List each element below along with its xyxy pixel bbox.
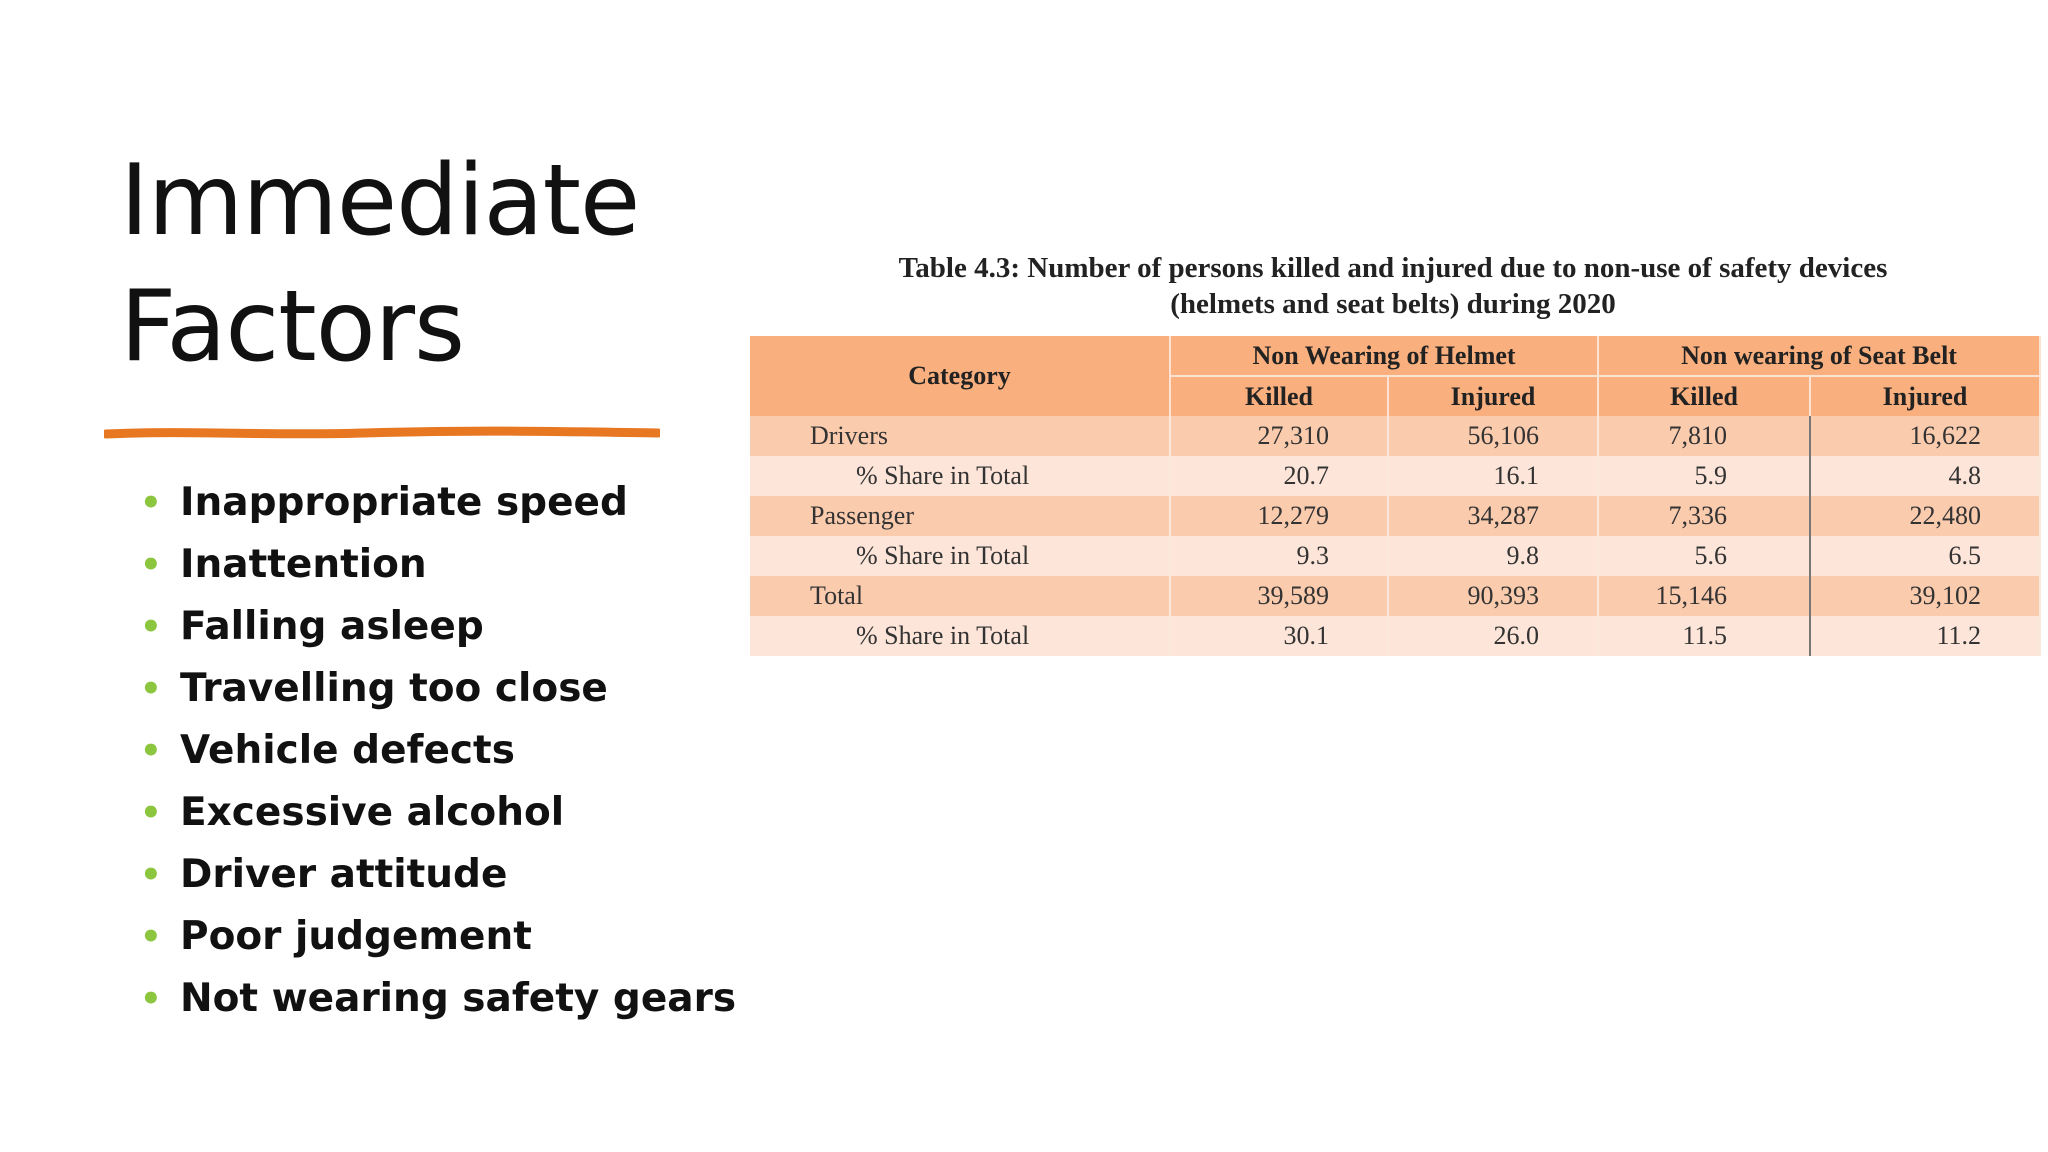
table-cell: 12,279 [1170,496,1388,536]
title-line-2: Factors [120,270,465,384]
table-cell: 39,589 [1170,576,1388,616]
table-cell: 5.6 [1598,536,1810,576]
table-row [750,496,2040,536]
bullet-item [140,534,780,596]
bullet-item [140,472,780,534]
row-label: Passenger [750,496,1170,536]
row-label: % Share in Total [750,456,1170,496]
bullet-dot-icon: • [140,669,162,709]
bullet-dot-icon: • [140,607,162,647]
row-label: % Share in Total [750,536,1170,576]
slide-title [120,138,720,390]
table-cell: 34,287 [1388,496,1598,536]
table-row [750,536,2040,576]
table-cell: 9.8 [1388,536,1598,576]
column-header-category: Category [750,336,1170,416]
bullet-item [140,596,780,658]
bullet-dot-icon: • [140,483,162,523]
bullet-item [140,906,780,968]
table-cell: 5.9 [1598,456,1810,496]
table-caption [746,250,2040,322]
table-cell: 27,310 [1170,416,1388,456]
table-cell: 39,102 [1810,576,2040,616]
row-label: Total [750,576,1170,616]
bullet-text: Inappropriate speed [180,480,628,525]
table-cell: 11.5 [1598,616,1810,656]
bullet-text: Travelling too close [180,666,608,711]
title-accent-underline [104,424,660,444]
table-cell: 9.3 [1170,536,1388,576]
bullet-item [140,968,780,1030]
table-row [750,416,2040,456]
bullet-dot-icon: • [140,731,162,771]
bullet-text: Falling asleep [180,604,484,649]
bullet-text: Inattention [180,542,427,587]
table-cell: 56,106 [1388,416,1598,456]
table-cell: 22,480 [1810,496,2040,536]
column-header-seatbelt-killed: Killed [1598,376,1810,416]
table-row [750,616,2040,656]
bullet-dot-icon: • [140,917,162,957]
row-label: % Share in Total [750,616,1170,656]
data-table [750,336,2041,656]
bullet-text: Excessive alcohol [180,790,565,835]
column-header-helmet-injured: Injured [1388,376,1598,416]
bullet-dot-icon: • [140,793,162,833]
table-cell: 11.2 [1810,616,2040,656]
table-cell: 30.1 [1170,616,1388,656]
bullet-item [140,782,780,844]
table-cell: 7,810 [1598,416,1810,456]
bullet-dot-icon: • [140,855,162,895]
table-caption-line-2: (helmets and seat belts) during 2020 [1170,288,1616,320]
table-cell: 16.1 [1388,456,1598,496]
table-row [750,456,2040,496]
table-cell: 90,393 [1388,576,1598,616]
table-cell: 16,622 [1810,416,2040,456]
bullet-text: Vehicle defects [180,728,515,773]
table-cell: 7,336 [1598,496,1810,536]
bullet-item [140,658,780,720]
table-cell: 15,146 [1598,576,1810,616]
table-row [750,576,2040,616]
bullet-dot-icon: • [140,545,162,585]
bullet-item [140,844,780,906]
bullet-text: Driver attitude [180,852,508,897]
bullet-dot-icon: • [140,979,162,1019]
table-header-row [750,336,2040,376]
bullet-list [140,472,780,1030]
table-cell: 20.7 [1170,456,1388,496]
column-header-helmet-killed: Killed [1170,376,1388,416]
column-group-seat-belt: Non wearing of Seat Belt [1598,336,2040,376]
bullet-item [140,720,780,782]
row-label: Drivers [750,416,1170,456]
title-line-1: Immediate [120,144,640,258]
bullet-text: Not wearing safety gears [180,976,737,1021]
safety-devices-table-figure [746,250,2040,685]
column-group-helmet: Non Wearing of Helmet [1170,336,1598,376]
table-cell: 6.5 [1810,536,2040,576]
table-cell: 4.8 [1810,456,2040,496]
bullet-text: Poor judgement [180,914,532,959]
table-cell: 26.0 [1388,616,1598,656]
column-header-seatbelt-injured: Injured [1810,376,2040,416]
table-caption-line-1: Table 4.3: Number of persons killed and injured due to non-use of safety devices [898,252,1888,284]
